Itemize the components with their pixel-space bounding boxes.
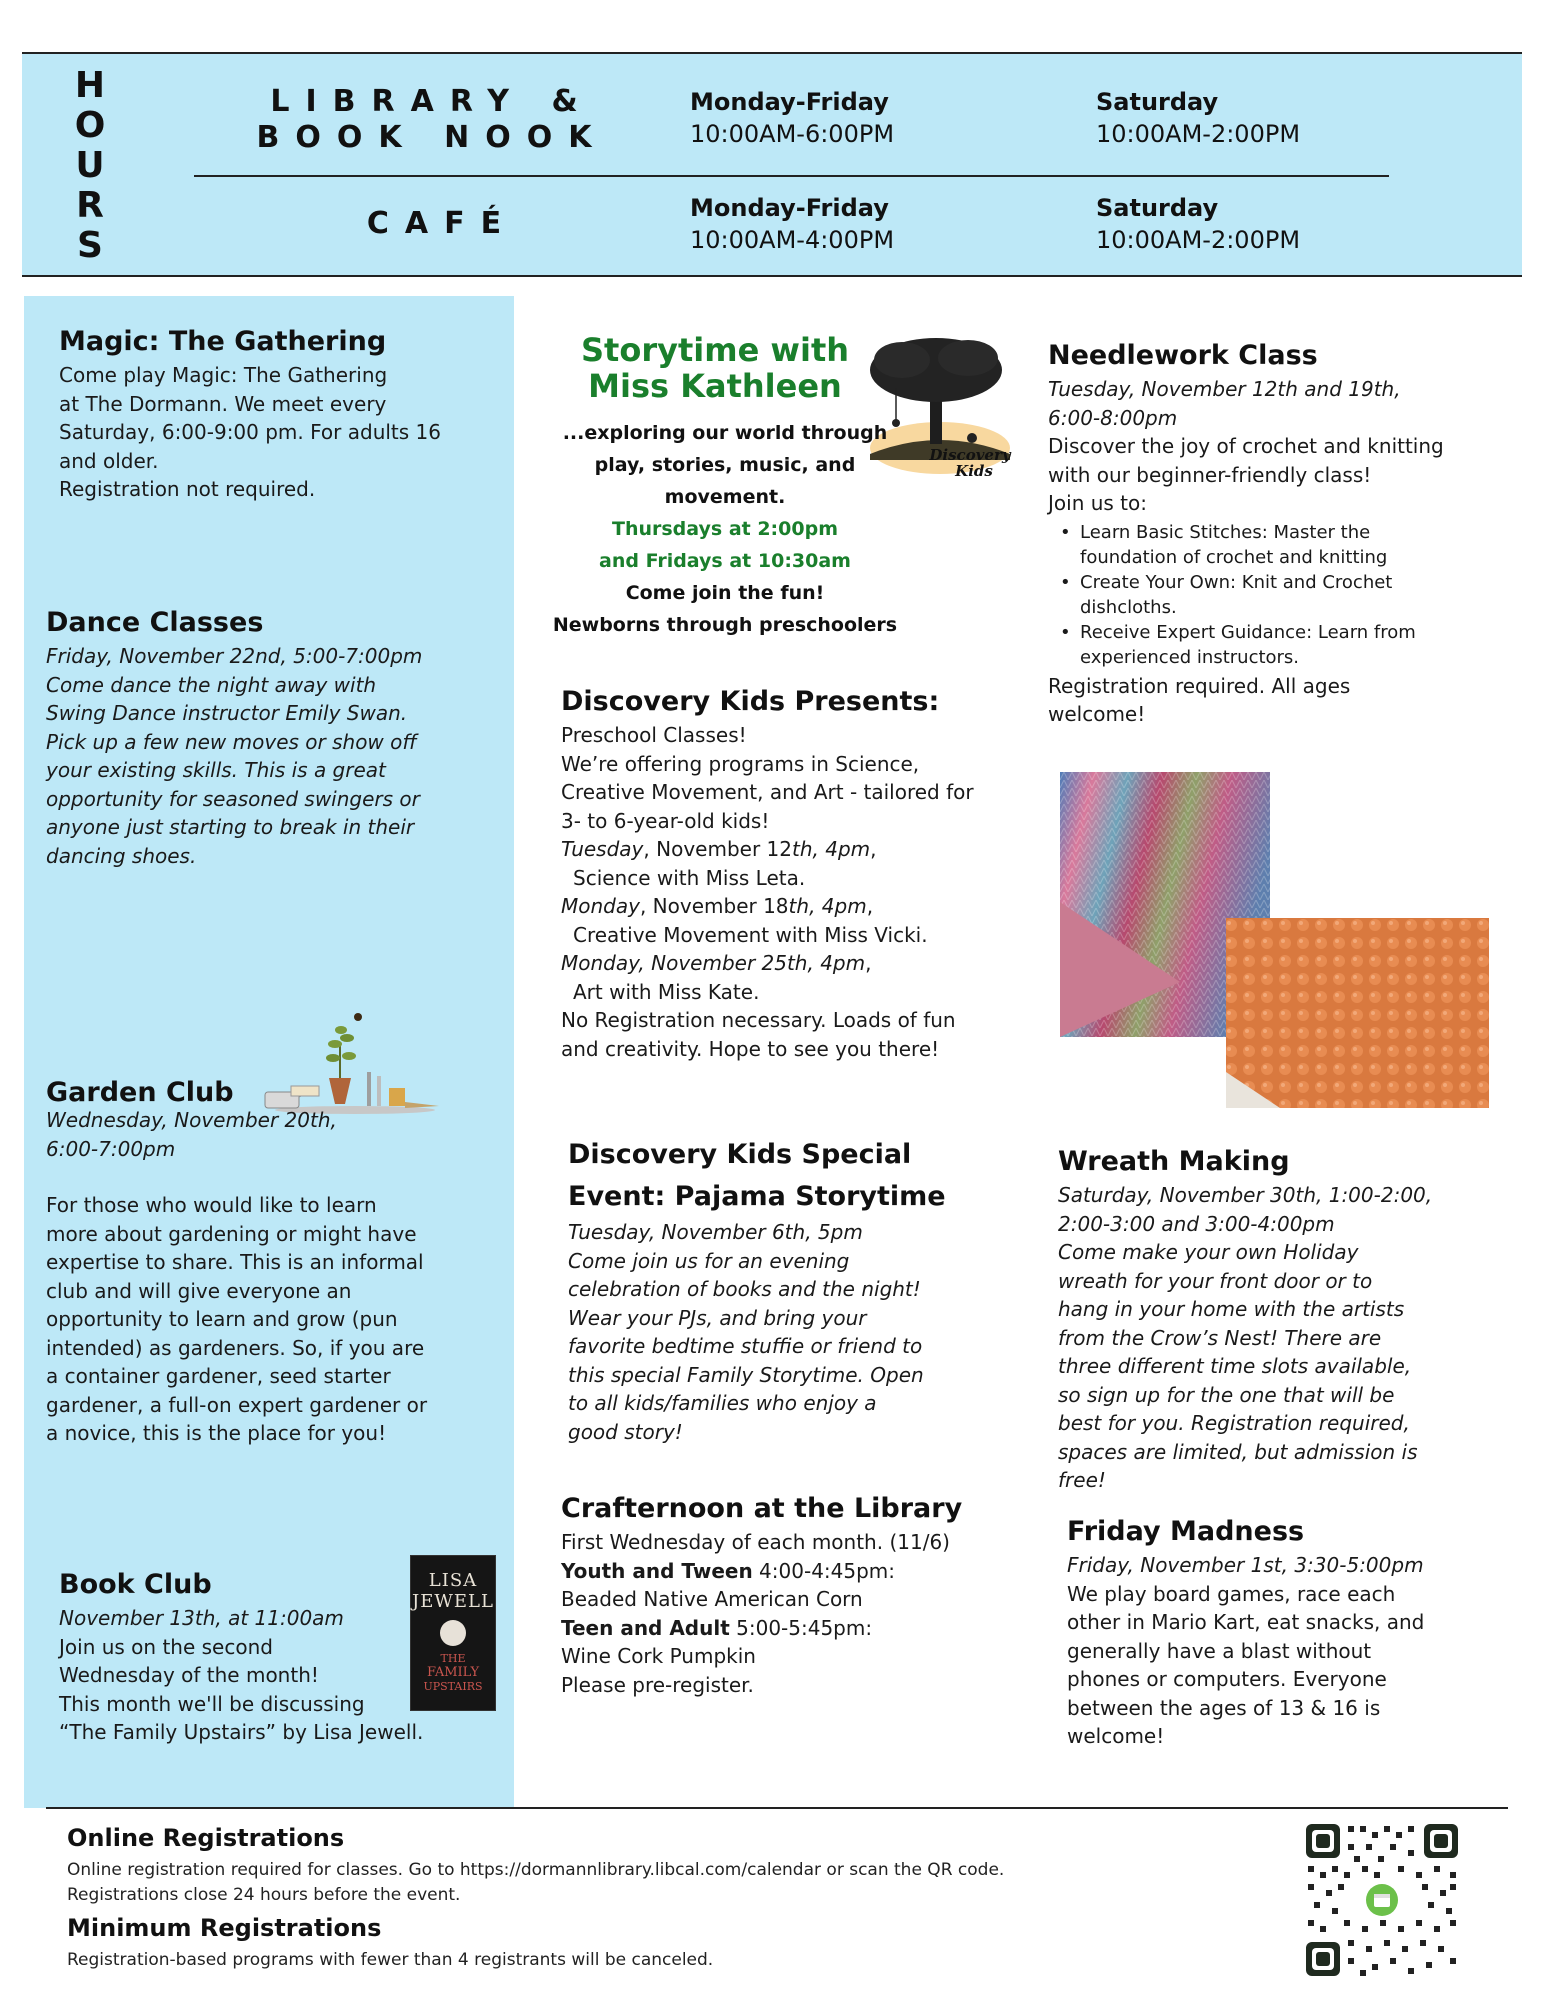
minimum-registrations-title: Minimum Registrations <box>67 1914 382 1942</box>
dk-presents-title: Discovery Kids Presents: <box>561 686 940 717</box>
storytime-title-block <box>540 332 890 404</box>
needlework-body: Discover the joy of crochet and knitting with our beginner-friendly class! Join us to: <box>1048 434 1444 515</box>
svg-text:Kids: Kids <box>955 462 993 480</box>
friday-madness-date: Friday, November 1st, 3:30-5:00pm <box>1067 1553 1424 1577</box>
svg-text:Discovery: Discovery <box>929 446 1011 464</box>
cafe-saturday-hours: Saturday 10:00AM-2:00PM <box>1096 194 1301 254</box>
child-icon <box>967 433 977 443</box>
hours-vertical-label: H O U R S <box>74 65 106 266</box>
book-club-section <box>59 1569 499 1747</box>
book-club-title: Book Club <box>59 1569 212 1600</box>
tree-canopy-icon <box>938 340 998 376</box>
list-item: • Receive Expert Guidance: Learn from experienced instructors. <box>1048 620 1518 670</box>
dance-title: Dance Classes <box>46 607 264 638</box>
list-item: • Learn Basic Stitches: Master the foundation of crochet and knitting <box>1048 520 1518 570</box>
tree-canopy-icon <box>874 342 930 378</box>
garden-title: Garden Club <box>46 1077 234 1108</box>
knitting-photos <box>1060 772 1494 1112</box>
online-registrations-text: Online registration required for classes. Go to https://dormannlibrary.libcal.com/calendar or scan the QR code. Registrations close 24 hours before the event. <box>67 1860 1005 1905</box>
hours-banner <box>22 52 1522 277</box>
crafternoon-section <box>561 1493 1001 1699</box>
pajama-section <box>568 1134 1008 1446</box>
crafternoon-title: Crafternoon at the Library <box>561 1493 963 1524</box>
leaf-icon <box>326 1054 340 1062</box>
book-cover-image: LISA JEWELL THE FAMILY UPSTAIRS <box>410 1555 496 1711</box>
storytime-title: Storytime with Miss Kathleen <box>580 331 850 405</box>
dk-session: Monday, November 25th, 4pm, <box>561 951 872 975</box>
list-item: • Create Your Own: Knit and Crochet dishcloths. <box>1048 570 1518 620</box>
calendar-header-shape <box>1374 1894 1390 1898</box>
needlework-title: Needlework Class <box>1048 340 1318 371</box>
needlework-date: Tuesday, November 12th and 19th, 6:00-8:00pm <box>1048 377 1401 430</box>
leaf-icon <box>328 1040 342 1048</box>
cafe-name: CAFÉ <box>366 206 518 241</box>
magic-section <box>59 326 499 504</box>
needlework-closing: Registration required. All ages welcome! <box>1048 673 1351 726</box>
book-club-date: November 13th, at 11:00am <box>59 1606 344 1630</box>
dk-presents-section <box>561 686 1041 1063</box>
garden-body: For those who would like to learn more about gardening or might have expertise to share. This is an informal club and will give everyone an opportunity to learn and grow (pun intended) as gardeners. So, if you are a container gardener, seed starter gardener, a full-on expert gardener or a novice, this is the place for you! <box>46 1193 428 1445</box>
qr-code[interactable] <box>1304 1822 1460 1978</box>
needlework-list <box>1048 520 1518 670</box>
pajama-title: Discovery Kids Special Event: Pajama Storytime <box>568 1139 946 1212</box>
friday-madness-title: Friday Madness <box>1067 1516 1305 1547</box>
orange-dishcloth-image <box>1226 918 1489 1108</box>
magic-title: Magic: The Gathering <box>59 326 387 357</box>
magic-body: Come play Magic: The Gathering at The Dormann. We meet every Saturday, 6:00-9:00 pm. For adults 16 and older. Registration not required. <box>59 363 441 501</box>
leaf-icon <box>335 1026 347 1034</box>
dk-session: Monday, November 18th, 4pm, <box>561 894 874 918</box>
bee-icon <box>354 1013 362 1021</box>
storytime-body: ...exploring our world through play, stories, music, and movement. Thursdays at 2:00pm and Fridays at 10:30am Come join the fun! Newborns through preschoolers <box>552 422 898 636</box>
footer-section <box>67 1824 1267 1973</box>
pajama-body: Tuesday, November 6th, 5pm Come join us for an evening celebration of books and the night! Wear your PJs, and bring your favorite bedtime stuffie or friend to this special Family Storytime. Open to all kids/families who enjoy a good story! <box>568 1220 924 1444</box>
library-weekday-hours: Monday-Friday 10:00AM-6:00PM <box>690 88 895 148</box>
dance-body: Friday, November 22nd, 5:00-7:00pm Come dance the night away with Swing Dance instructor Emily Swan. Pick up a few new moves or show off your existing skills. This is a great opportunity for seasoned swingers or anyone just starting to break in their dancing shoes. <box>46 644 423 868</box>
dance-section <box>46 607 506 870</box>
friday-madness-section <box>1067 1516 1517 1751</box>
cafe-weekday-hours: Monday-Friday 10:00AM-4:00PM <box>690 194 895 254</box>
garden-section <box>46 1077 506 1448</box>
wreath-body: Saturday, November 30th, 1:00-2:00, 2:00-3:00 and 3:00-4:00pm Come make your own Holiday wreath for your front door or to hang in your home with the artists from the Crow’s Nest! There are three different time slots available, so sign up for the one that will be best for you. Registration required, spaces are limited, but admission is free! <box>1058 1183 1433 1492</box>
tree-trunk-icon <box>930 396 942 444</box>
wreath-title: Wreath Making <box>1058 1146 1290 1177</box>
dk-session: Tuesday, November 12th, 4pm, <box>561 837 877 861</box>
footer-divider <box>46 1807 1508 1809</box>
book-club-body: Join us on the second Wednesday of the month! This month we'll be discussing “The Family Upstairs” by Lisa Jewell. <box>59 1634 424 1744</box>
dk-presents-body: Preschool Classes! We’re offering programs in Science, Creative Movement, and Art - tailored for 3- to 6-year-old kids! Tuesday, November 12th, 4pm, Science with Miss Leta. Monday, November 18th, 4pm, Creative Movement with Miss Vicki. Monday, November 25th, 4pm, Art with Miss Kate. No Registration necessary. Loads of fun and creativity. Hope to see you there! <box>561 721 1041 1063</box>
garden-date: Wednesday, November 20th, 6:00-7:00pm <box>46 1108 337 1161</box>
wreath-section <box>1058 1146 1518 1495</box>
leaf-icon <box>342 1052 356 1060</box>
crafternoon-body: First Wednesday of each month. (11/6) Youth and Tween 4:00-4:45pm: Beaded Native American Corn Teen and Adult 5:00-5:45pm: Wine Cork Pumpkin Please pre-register. <box>561 1530 950 1697</box>
needlework-section <box>1048 340 1518 729</box>
leaf-icon <box>340 1034 354 1042</box>
online-registrations-title: Online Registrations <box>67 1824 345 1852</box>
library-name: LIBRARY & BOOK NOOK <box>256 84 608 155</box>
minimum-registrations-text: Registration-based programs with fewer than 4 registrants will be canceled. <box>67 1950 714 1970</box>
friday-madness-body: We play board games, race each other in Mario Kart, eat snacks, and generally have a blast without phones or computers. Everyone between the ages of 13 & 16 is welcome! <box>1067 1581 1425 1748</box>
banner-divider <box>194 175 1389 177</box>
library-saturday-hours: Saturday 10:00AM-2:00PM <box>1096 88 1301 148</box>
